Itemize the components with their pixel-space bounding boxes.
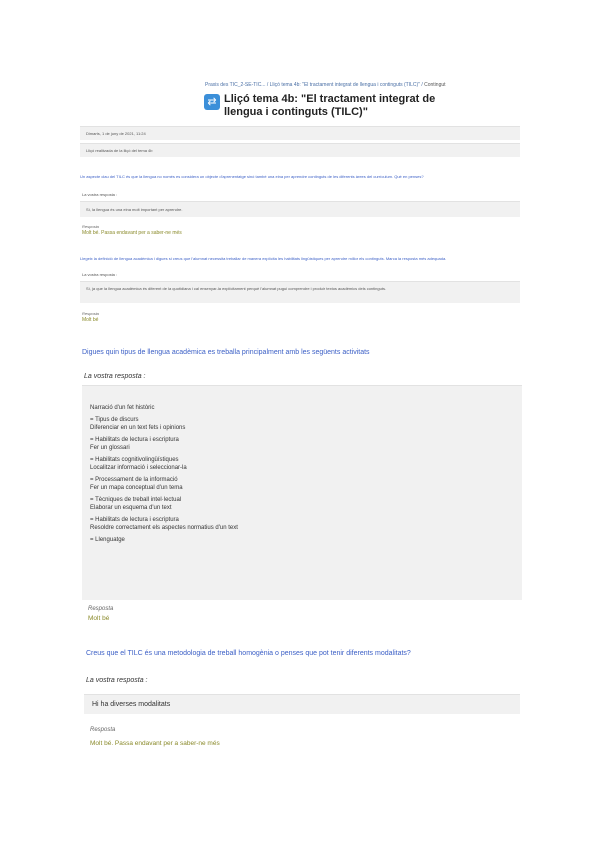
answer-label-2: La vostra resposta : (82, 272, 118, 277)
date-text: Dimarts, 1 de juny de 2021, 11:24 (86, 131, 146, 136)
answer-line: Resoldre correctament els aspectes normatius d'un text (90, 525, 238, 531)
answer-line: Fer un mapa conceptual d'un tema (90, 485, 183, 491)
answer-label-4: La vostra resposta : (86, 677, 148, 684)
answer-box-3 (82, 385, 522, 600)
answer-text-2: Sí, ja que la llengua acadèmica és diferent de la quotidiana i cal ensenyar-la explícitament perquè l'alumnat pugui comprendre i produir textos acadèmics dels continguts. (86, 286, 387, 291)
answer-line: Narració d'un fet històric (90, 405, 155, 411)
answer-line: = Processament de la informació (90, 477, 178, 483)
answer-line: Fer un glossari (90, 445, 130, 451)
feedback-label-2: Resposta (82, 311, 99, 316)
question-1: Un aspecte clau del TILC és que la llengua no només es considera un objecte d'aprenentatge sinó també una eina per aprendre continguts de les diferents àrees del currículum. Què en penses? (80, 174, 424, 179)
feedback-label-3: Resposta (88, 606, 114, 612)
activity-box (80, 143, 520, 157)
answer-box-4 (84, 694, 520, 714)
answer-line: = Tècniques de treball intel·lectual (90, 497, 182, 503)
date-box (80, 126, 520, 140)
page-title: Lliçó tema 4b: "El tractament integrat de llengua i continguts (TILC)" (224, 93, 436, 118)
answer-line: = Llenguatge (90, 537, 125, 543)
lesson-icon: ⇄ (204, 94, 220, 110)
answer-line: = Habilitats de lectura i escriptura (90, 517, 179, 523)
answer-line: Localitzar informació i seleccionar-la (90, 465, 187, 471)
answer-box-2 (80, 281, 520, 303)
answer-line: = Tipus de discurs (90, 417, 139, 423)
feedback-text-1: Molt bé. Passa endavant per a saber-ne més (82, 230, 182, 236)
answer-label-3: La vostra resposta : (84, 373, 146, 380)
answer-box-1 (80, 201, 520, 217)
breadcrumb-path[interactable]: Praxis des TIC_2-SE-TIC... / Lliçó tema 4b: "El tractament integrat de llengua i continguts (TILC)" / (205, 82, 423, 88)
feedback-text-3: Molt bé (88, 615, 110, 622)
answer-line: = Habilitats de lectura i escriptura (90, 437, 179, 443)
question-4: Creus que el TILC és una metodologia de treball homogènia o penses que pot tenir diferents modalitats? (86, 650, 411, 657)
breadcrumb (205, 82, 446, 88)
activity-text: Lliçó realitzada de la lliçó del tema 4b (86, 148, 153, 153)
feedback-text-4: Molt bé. Passa endavant per a saber-ne més (90, 740, 220, 747)
question-3: Digues quin tipus de llengua acadèmica es treballa principalment amb les següents activitats (82, 349, 370, 356)
answer-line: = Habilitats cognitivolingüístiques (90, 457, 179, 463)
answer-text-4: Hi ha diverses modalitats (92, 701, 171, 708)
answer-label-1: La vostra resposta : (82, 192, 118, 197)
feedback-label-1: Resposta (82, 224, 99, 229)
answer-text-1: Sí, la llengua és una eina molt important per aprendre. (86, 207, 183, 212)
feedback-label-4: Resposta (90, 727, 116, 733)
answer-line: Diferenciar en un text fets i opinions (90, 425, 186, 431)
breadcrumb-current: Contingut (424, 82, 446, 88)
answer-line: Elaborar un esquema d'un text (90, 505, 172, 511)
feedback-text-2: Molt bé (82, 317, 99, 323)
answer-lines-3 (90, 404, 514, 544)
question-2: Llegeix la definició de llengua acadèmica i digues si creus que l'alumnat necessita treballar de manera explícita les habilitats lingüístiques per aprendre millor els continguts. Marca la resposta més adequada. (80, 256, 447, 261)
